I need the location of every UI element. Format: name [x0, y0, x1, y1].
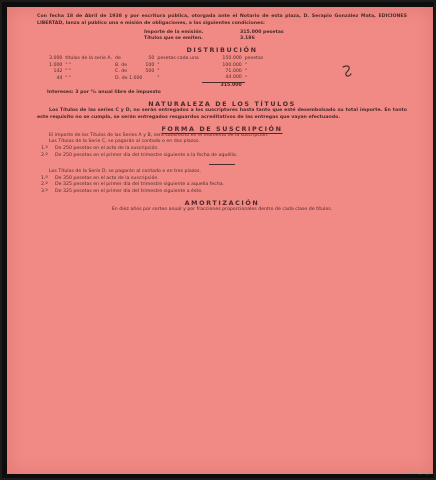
list-item	[41, 153, 407, 160]
list-text: De 250 pesetas en el primer día del trimestre siguiente a la fecha de aquélla.	[55, 153, 238, 158]
serie-d-installments	[37, 176, 407, 196]
forma-paragraph-c: Los Títulos de la Serie C, se pagarán al contado o en dos plazos.	[49, 139, 200, 145]
list-text: De 325 pesetas en el primer día del trimestre siguiente a éste.	[55, 189, 203, 195]
emission-amount-row	[37, 30, 407, 37]
table-row	[49, 75, 266, 82]
row-unit: "	[157, 69, 160, 74]
serie-c-installments	[37, 146, 407, 160]
forma-paragraph-d: Los Títulos de la Serie D, se pagarán al contado o en tres plazos.	[49, 168, 201, 174]
archive-stamp: 003819_1.jp	[406, 471, 430, 475]
row-currency: "	[244, 75, 247, 81]
row-denom-prefix: C. de	[115, 69, 128, 74]
amortizacion-paragraph: En diez años por sorteo anual y por fracciones proporcionales dentro de cada clase de títulos.	[111, 206, 333, 212]
scan-frame	[2, 2, 434, 478]
row-count: 142	[53, 69, 63, 74]
table-row	[49, 56, 266, 62]
naturaleza-paragraph: Los Títulos de las series C y D, no serán entregados a los suscriptores hasta tanto que esté desembolsado su total importe. En tanto este requisito no se cumpla, se serán entregados resguardos acreditativos de las entregas que vayan efectuando.	[37, 108, 407, 120]
distribution-table	[49, 56, 266, 89]
row-denom-prefix: de	[115, 56, 121, 62]
total-amount: 315.000	[220, 82, 242, 88]
row-denomination: 500	[145, 69, 155, 74]
row-denomination: 50	[148, 56, 155, 62]
list-number: 1.º	[41, 175, 48, 181]
row-denomination: 100	[145, 62, 155, 68]
titles-count-label: Títulos que se emiten.	[144, 36, 203, 42]
row-amount: 150.000	[222, 56, 242, 62]
distribucion-heading: DISTRIBUCIÓN	[186, 46, 258, 55]
intro-paragraph: Con fecha 18 de Abril de 1938 y por escritura pública, otorgada ante el Notario de esta plaza, D. Serapio González Mata, EDICIONES LIBERTAD, lanza al público una e misión de obligaciones, a las siguientes condiciones:	[37, 14, 407, 26]
row-series: " "	[65, 62, 72, 68]
row-amount: 44.000	[202, 75, 245, 82]
amortizacion-heading: AMORTIZACIÓN	[184, 198, 260, 207]
row-count: 44	[56, 75, 63, 81]
interest-line: Intereses: 3 por ⁰/₀ anual libre de impuesto	[47, 90, 161, 96]
list-number: 2.º	[41, 153, 48, 158]
row-unit: pesetas cada una	[157, 56, 199, 62]
list-item	[41, 189, 407, 196]
section-divider	[209, 164, 235, 165]
row-denom-prefix: B. de	[115, 62, 128, 68]
total-row	[49, 82, 266, 89]
list-number: 3.º	[41, 189, 48, 195]
row-unit: "	[157, 62, 160, 68]
row-denomination	[145, 75, 157, 82]
row-amount: 71.000	[225, 69, 242, 74]
row-amount: 100.000	[222, 62, 242, 68]
titles-count-row	[37, 36, 407, 43]
list-text: De 250 pesetas en el acto de la suscripción.	[55, 146, 159, 152]
forma-paragraph-ab: El importe de los Títulos de las Series A y B, será satisfecho en el momento de la suscripción.	[49, 132, 269, 138]
emission-amount-value: 315.000 pesetas	[240, 29, 284, 35]
forma-heading-text: FORMA DE SUSCRIPCIÓN	[161, 124, 283, 133]
pencil-mark-icon	[341, 64, 353, 78]
row-unit: "	[157, 75, 160, 81]
row-currency: "	[244, 69, 247, 74]
list-item	[41, 146, 407, 153]
row-denom-prefix: D. de 1.000	[115, 75, 143, 81]
document-body	[37, 14, 407, 214]
row-count: 3.000	[49, 56, 63, 62]
naturaleza-heading: NATURALEZA DE LOS TÍTULOS	[148, 100, 296, 109]
row-series: " "	[65, 69, 72, 74]
emission-amount-label: Importe de la emisión.	[144, 29, 204, 35]
row-currency: "	[244, 62, 247, 68]
row-currency: pesetas	[244, 56, 264, 62]
row-count: 1.000	[49, 62, 63, 68]
list-text: De 350 pesetas en el acto de la suscripción.	[55, 175, 159, 181]
list-number: 1.º	[41, 146, 48, 152]
row-series: " "	[65, 75, 72, 81]
list-number: 2.º	[41, 182, 48, 188]
titles-count-value: 3.186	[240, 36, 255, 42]
forma-heading	[37, 125, 407, 133]
row-series: títulos de la serie A.	[65, 56, 113, 62]
document-sheet	[7, 7, 433, 474]
list-text: De 325 pesetas en el primer día del trimestre siguiente a aquella fecha.	[55, 182, 225, 188]
